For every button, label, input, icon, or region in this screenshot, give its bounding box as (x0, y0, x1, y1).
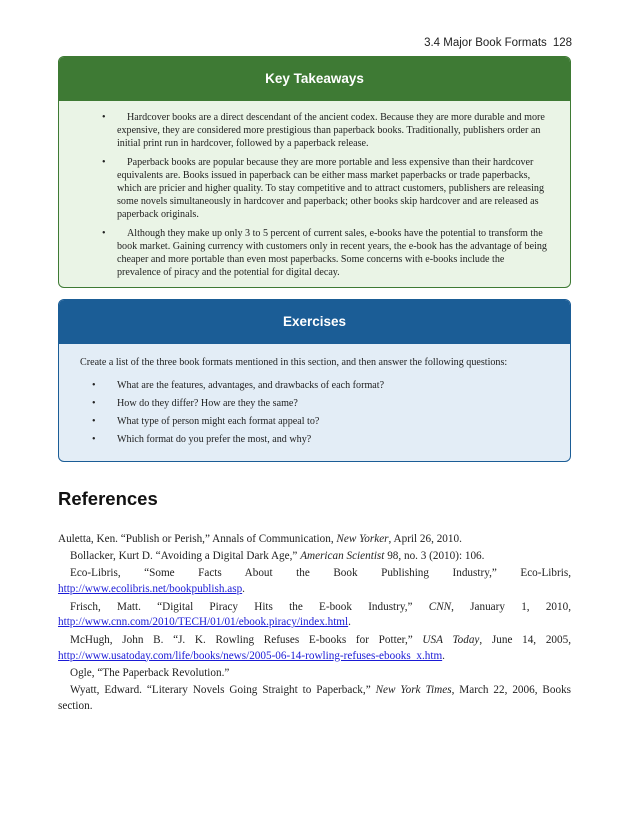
exercises-intro: Create a list of the three book formats mentioned in this section, and then answer the following questions: (80, 357, 508, 368)
reference-text: , April 26, 2010. (388, 533, 462, 545)
exercises-title: Exercises (59, 300, 570, 344)
page-number: 128 (552, 37, 572, 49)
takeaway-item: • Hardcover books are a direct descendant of the ancient codex. Because they are more durable and more expensive, they are considered more prestigious than paperback books. Traditionally, publishers order an initial print run in hardcover, followed by a paperback release. (105, 111, 550, 151)
reference-text: . (442, 649, 445, 662)
reference-text: Frisch, Matt. “Digital Piracy Hits the E-book Industry,” (70, 600, 429, 613)
reference-text: 98, no. 3 (2010): 106. (384, 550, 485, 563)
reference-entry (58, 633, 571, 665)
reference-text: Wyatt, Edward. “Literary Novels Going Straight to Paperback,” (70, 683, 376, 696)
reference-text: Auletta, Ken. “Publish or Perish,” Annals of Communication, (58, 533, 337, 545)
reference-link[interactable]: http://www.usatoday.com/life/books/news/2005-06-14-rowling-refuses-ebooks_x.htm (58, 649, 443, 662)
takeaway-item: • Although they make up only 3 to 5 percent of current sales, e-books have the potential to transform the book market. Gaining currency with customers only in recent years, the e-book has the advantage of being cheaper and more portable than even most paperbacks. Some concerns with e-books include the prevalence of piracy and the potential for digital decay. (105, 227, 550, 280)
reference-text: , January 1, 2010, (451, 600, 571, 613)
section-title: 3.4 Major Book Formats (424, 37, 547, 49)
reference-publication: American Scientist (300, 550, 385, 563)
reference-publication: USA Today (422, 633, 480, 646)
reference-publication: CNN (428, 600, 452, 613)
reference-entry (58, 566, 571, 598)
reference-entry (58, 532, 571, 548)
reference-text: Eco-Libris, “Some Facts About the Book Publishing Industry,” Eco-Libris, (70, 567, 571, 580)
reference-text: . (242, 583, 245, 596)
exercise-item: • What are the features, advantages, and drawbacks of each format? (105, 379, 550, 392)
reference-text: , June 14, 2005, (479, 633, 571, 646)
key-takeaways-title: Key Takeaways (59, 57, 570, 101)
reference-entry (58, 600, 571, 632)
reference-publication: New York Times (375, 683, 452, 696)
reference-text: . (348, 616, 351, 629)
takeaway-item: • Paperback books are popular because they are more portable and less expensive than their hardcover equivalents are. Books issued in paperback can be either mass market paperbacks or trade paperbacks, which are pricier and higher quality. To stay competitive and to attract customers, publishers are releasing some novels simultaneously in hardcover and paperback; other books skip hardcover and are released as paperback originals. (105, 156, 550, 222)
reference-entry (58, 666, 571, 682)
exercise-item: • Which format do you prefer the most, and why? (105, 433, 550, 446)
key-takeaways-list (105, 111, 550, 279)
running-header (424, 37, 572, 49)
reference-publication: New Yorker (336, 533, 389, 545)
references-heading: References (58, 488, 158, 509)
reference-text: Bollacker, Kurt D. “Avoiding a Digital Dark Age,” (70, 550, 301, 563)
exercise-item: • What type of person might each format appeal to? (105, 415, 550, 428)
reference-link[interactable]: http://www.cnn.com/2010/TECH/01/01/ebook.piracy/index.html (58, 616, 349, 629)
exercise-item: • How do they differ? How are they the same? (105, 397, 550, 410)
references-list (58, 532, 571, 716)
reference-text: McHugh, John B. “J. K. Rowling Refuses E-books for Potter,” (70, 633, 423, 646)
reference-text: Ogle, “The Paperback Revolution.” (70, 666, 230, 679)
reference-entry (58, 683, 571, 715)
reference-entry (58, 549, 571, 565)
key-takeaways-box (58, 56, 571, 288)
reference-text: , March 22, 2006, Books section. (58, 683, 572, 712)
exercises-list (105, 379, 550, 446)
reference-link[interactable]: http://www.ecolibris.net/bookpublish.asp (58, 583, 243, 596)
exercises-box (58, 299, 571, 462)
